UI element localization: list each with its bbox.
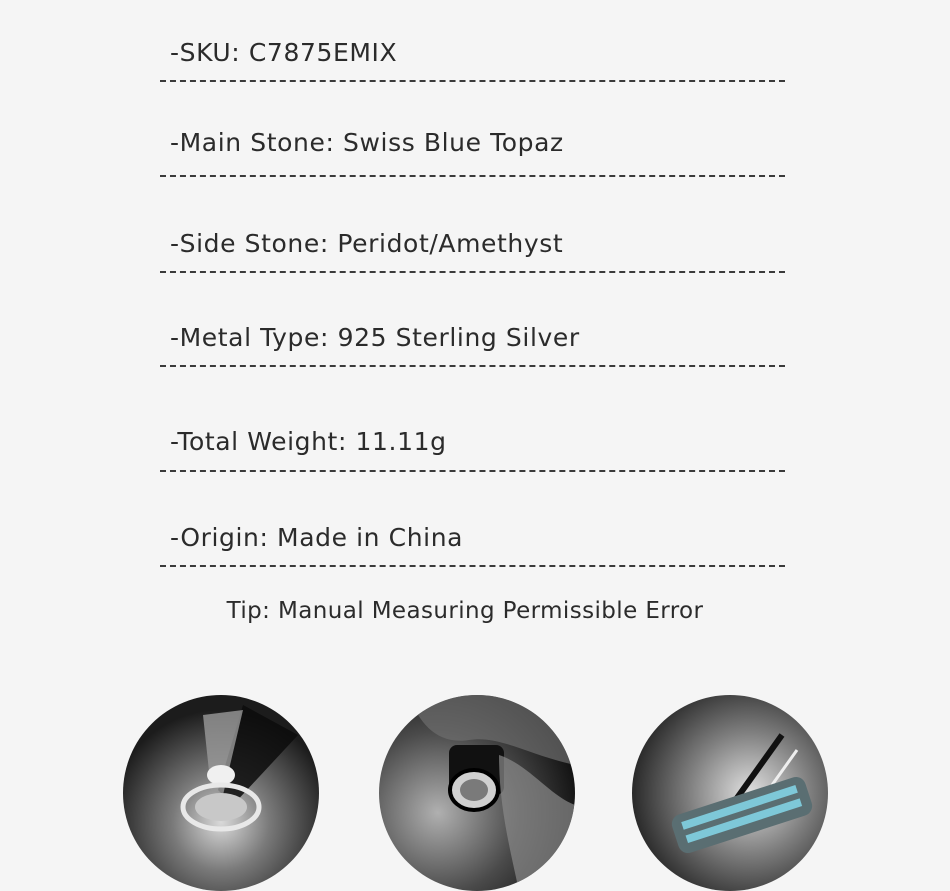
dashed-divider — [160, 175, 785, 177]
spec-origin: -Origin: Made in China — [170, 523, 464, 552]
ring-engraving-photo — [632, 695, 828, 891]
dashed-divider — [160, 565, 785, 567]
measuring-tip: Tip: Manual Measuring Permissible Error — [226, 598, 704, 624]
spec-main-stone: -Main Stone: Swiss Blue Topaz — [170, 128, 564, 157]
loupe-inspection-photo — [379, 695, 575, 891]
spec-metal-type: -Metal Type: 925 Sterling Silver — [170, 323, 580, 352]
dashed-divider — [160, 271, 785, 273]
ring-measuring-photo — [123, 695, 319, 891]
dashed-divider — [160, 365, 785, 367]
dashed-divider — [160, 80, 785, 82]
dashed-divider — [160, 470, 785, 472]
spec-total-weight: -Total Weight: 11.11g — [170, 427, 447, 456]
spec-sku: -SKU: C7875EMIX — [170, 38, 398, 67]
spec-side-stone: -Side Stone: Peridot/Amethyst — [170, 229, 564, 258]
